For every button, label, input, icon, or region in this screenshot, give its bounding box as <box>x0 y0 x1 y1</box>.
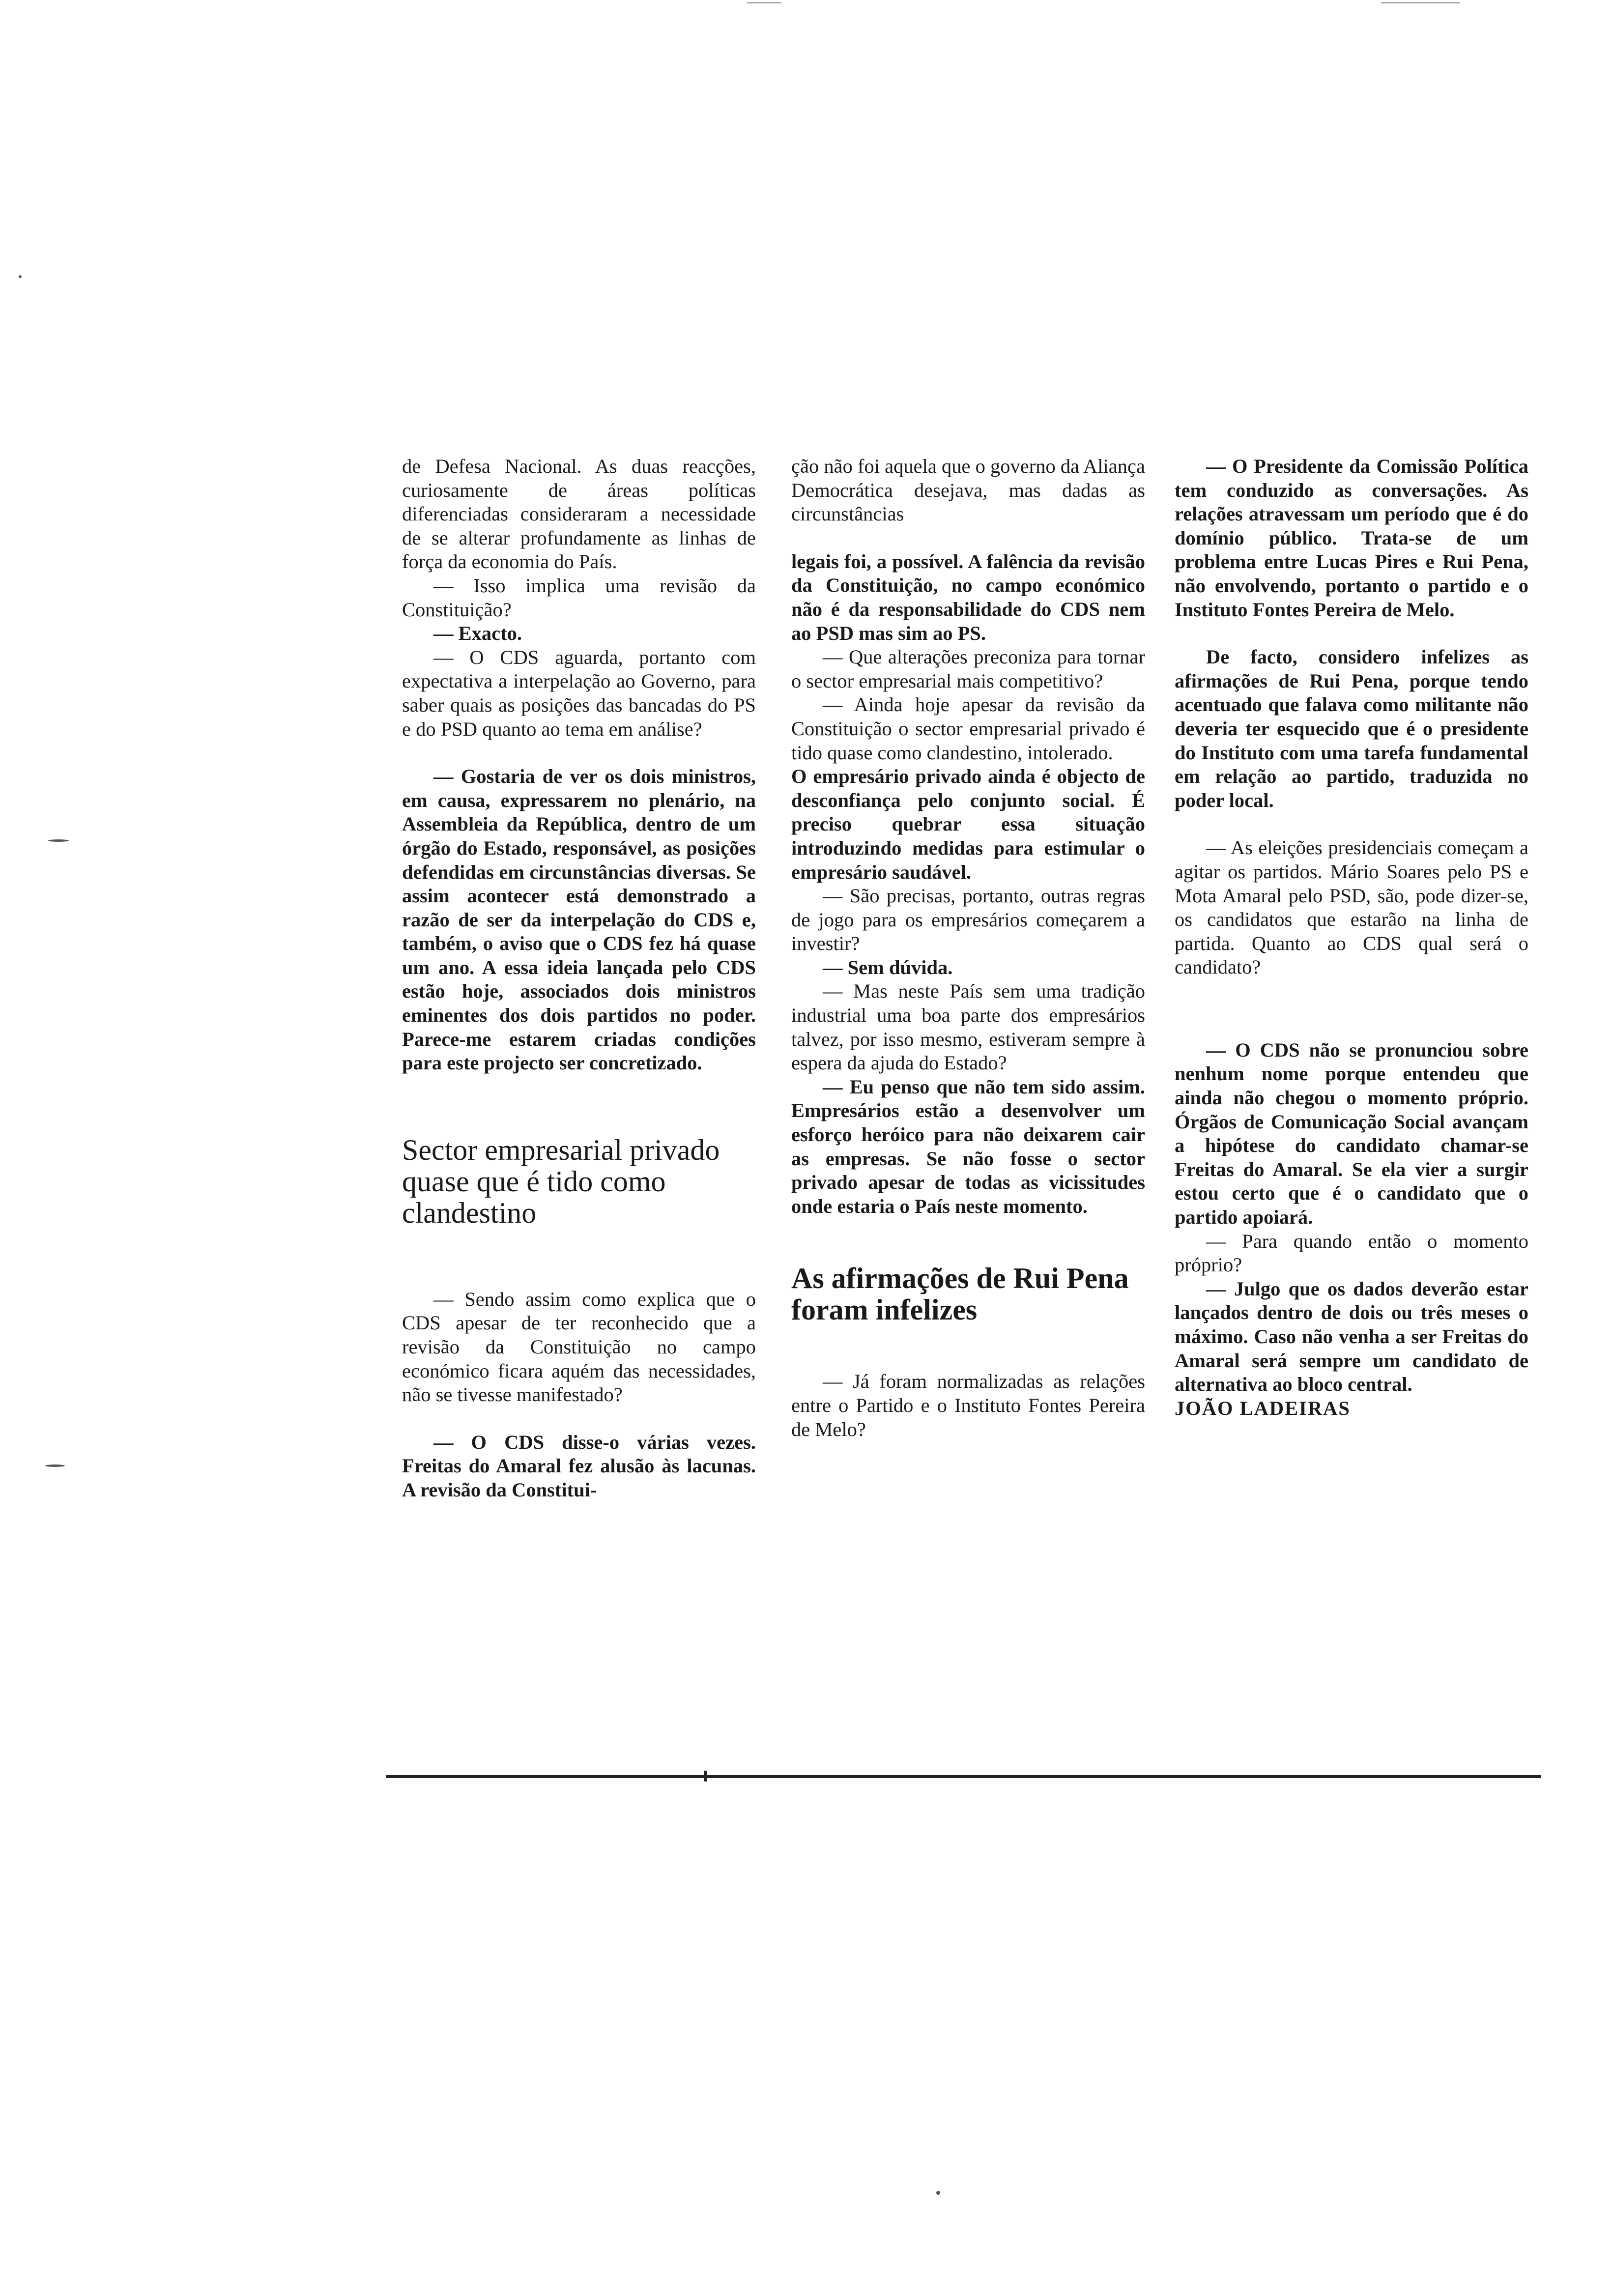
question: — Isso implica uma revisão da Constituição? <box>402 574 756 621</box>
answer: De facto, considero infelizes as afirmações de Rui Pena, porque tendo acentuado que falava como militante não deveria ter esquecido que é o presidente do Instituto com uma tarefa fundamental em relação ao partido, traduzida no poder local. <box>1175 646 1528 811</box>
article-column-3 <box>1175 455 1528 1420</box>
section-heading: Sector empresarial privado quase que é tido como clandestino <box>402 1133 720 1229</box>
rule-tick <box>704 1771 707 1781</box>
scan-edge-mark <box>1381 2 1460 3</box>
author-signature: JOÃO LADEIRAS <box>1175 1397 1351 1419</box>
question: — São precisas, portanto, outras regras de jogo para os empresários começarem a investir? <box>791 885 1145 955</box>
question: — Para quando então o momento próprio? <box>1175 1230 1528 1276</box>
answer: — Eu penso que não tem sido assim. Empresários estão a desenvolver um esforço heróico para não deixarem cair as empresas. Se não fosse o sector privado apesar de todas as vicissitudes onde estaria o País neste momento. <box>791 1075 1145 1217</box>
paragraph: legais foi, a possível. A falência da revisão da Constituição, no campo económico não é da responsabilidade do CDS nem ao PSD mas sim ao PS. <box>791 550 1145 644</box>
question: — Mas neste País sem uma tradição industrial uma boa parte dos empresários talvez, por isso mesmo, estiveram sempre à espera da ajuda do Estado? <box>791 980 1145 1074</box>
scan-speck <box>45 1464 65 1467</box>
answer: — O CDS não se pronunciou sobre nenhum nome porque entendeu que ainda não chegou o momento próprio. Órgãos de Comunicação Social avançam a hipótese do candidato chamar-se Freitas do Amaral. Se ela vier a surgir estou certo que é o candidato que o partido apoiará. <box>1175 1038 1528 1229</box>
scan-edge-mark <box>747 2 781 3</box>
answer: — O Presidente da Comissão Política tem conduzido as conversações. As relações atravessam um período que é do domínio público. Trata-se de um problema entre Lucas Pires e Rui Pena, não envolvendo, portanto o partido e o Instituto Fontes Pereira de Melo. <box>1175 455 1528 621</box>
answer: — Ainda hoje apesar da revisão da Constituição o sector empresarial privado é tido quase como clandestino, intolerado. <box>791 693 1145 764</box>
answer: — Gostaria de ver os dois ministros, em causa, expressarem no plenário, na Assembleia da República, dentro de um órgão do Estado, responsável, as posições defendidas em circunstâncias diversas. Se assim acontecer está demonstrado a razão de ser da interpelação do CDS e, também, o aviso que o CDS fez há quase um ano. A essa ideia lançada pelo CDS estão hoje, associados dois ministros eminentes dos dois partidos no poder. Parece-me estarem criadas condições para este projecto ser concretizado. <box>402 765 756 1074</box>
answer: — Julgo que os dados deverão estar lançados dentro de dois ou três meses o máximo. Caso não venha a ser Freitas do Amaral será sempre um candidato de alternativa ao bloco central. <box>1175 1277 1528 1396</box>
scan-speck <box>19 275 22 278</box>
scan-speck <box>936 2191 940 2195</box>
bottom-rule <box>386 1775 1541 1778</box>
answer: — Sem dúvida. <box>823 956 953 978</box>
question: — Que alterações preconiza para tornar o sector empresarial mais competitivo? <box>791 646 1145 692</box>
answer: — Exacto. <box>433 622 522 645</box>
answer: — O CDS disse-o várias vezes. Freitas do Amaral fez alusão às lacunas. A revisão da Constitui- <box>402 1431 756 1501</box>
paragraph: ção não foi aquela que o governo da Aliança Democrática desejava, mas dadas as circunstâncias <box>791 455 1145 525</box>
article-column-1 <box>402 455 756 1502</box>
section-heading: As afirmações de Rui Pena foram infelizes <box>791 1262 1129 1326</box>
question: — O CDS aguarda, portanto com expectativa a interpelação ao Governo, para saber quais as posições das bancadas do PS e do PSD quanto ao tema em análise? <box>402 646 756 740</box>
article-column-2 <box>791 455 1145 1441</box>
paragraph: de Defesa Nacional. As duas reacções, curiosamente de áreas políticas diferenciadas consideraram a necessidade de se alterar profundamente as linhas de força da economia do País. <box>402 455 756 573</box>
question: — Já foram normalizadas as relações entre o Partido e o Instituto Fontes Pereira de Melo? <box>791 1370 1145 1440</box>
question: — As eleições presidenciais começam a agitar os partidos. Mário Soares pelo PS e Mota Amaral pelo PSD, são, pode dizer-se, os candidatos que estarão na linha de partida. Quanto ao CDS qual será o candidato? <box>1175 836 1528 978</box>
question: — Sendo assim como explica que o CDS apesar de ter reconhecido que a revisão da Constituição no campo económico ficara aquém das necessidades, não se tivesse manifestado? <box>402 1288 756 1406</box>
scan-speck <box>48 839 69 842</box>
answer-bold: O empresário privado ainda é objecto de desconfiança pelo conjunto social. É preciso quebrar essa situação introduzindo medidas para estimular o empresário saudável. <box>791 765 1145 883</box>
